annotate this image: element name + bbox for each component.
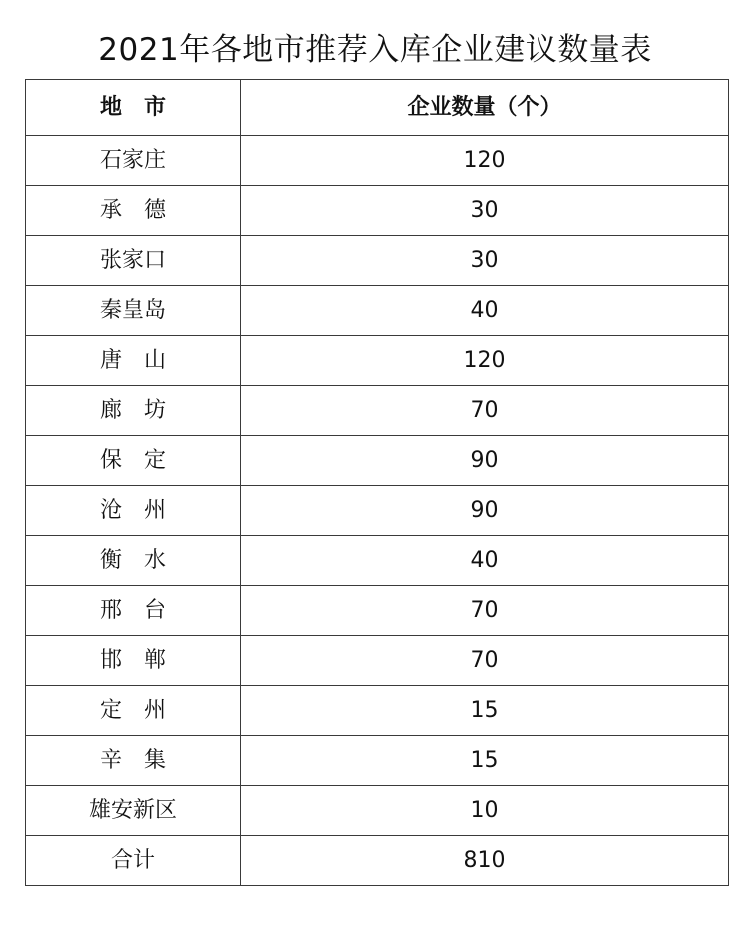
city-cell: 雄安新区 bbox=[26, 786, 241, 836]
city-cell: 定 州 bbox=[26, 686, 241, 736]
count-cell: 40 bbox=[241, 536, 729, 586]
count-cell: 90 bbox=[241, 436, 729, 486]
table-row bbox=[26, 436, 729, 486]
table-row bbox=[26, 586, 729, 636]
table-row bbox=[26, 386, 729, 436]
count-cell: 70 bbox=[241, 636, 729, 686]
count-cell: 15 bbox=[241, 736, 729, 786]
city-cell: 邢 台 bbox=[26, 586, 241, 636]
count-cell: 10 bbox=[241, 786, 729, 836]
city-cell: 邯 郸 bbox=[26, 636, 241, 686]
table-row bbox=[26, 686, 729, 736]
city-cell: 衡 水 bbox=[26, 536, 241, 586]
count-cell: 15 bbox=[241, 686, 729, 736]
count-cell: 120 bbox=[241, 336, 729, 386]
city-cell: 承 德 bbox=[26, 186, 241, 236]
city-cell: 石家庄 bbox=[26, 136, 241, 186]
count-cell: 30 bbox=[241, 236, 729, 286]
city-cell: 廊 坊 bbox=[26, 386, 241, 436]
city-cell: 辛 集 bbox=[26, 736, 241, 786]
count-cell: 70 bbox=[241, 386, 729, 436]
count-cell: 70 bbox=[241, 586, 729, 636]
column-header-count: 企业数量（个） bbox=[241, 80, 729, 136]
table-row bbox=[26, 786, 729, 836]
count-cell: 90 bbox=[241, 486, 729, 536]
total-count-cell: 810 bbox=[241, 836, 729, 886]
table-row bbox=[26, 636, 729, 686]
table-row bbox=[26, 536, 729, 586]
enterprise-quota-table bbox=[25, 79, 729, 886]
total-row bbox=[26, 836, 729, 886]
table-row bbox=[26, 236, 729, 286]
table-row bbox=[26, 336, 729, 386]
column-header-city: 地 市 bbox=[26, 80, 241, 136]
table-row bbox=[26, 486, 729, 536]
city-cell: 唐 山 bbox=[26, 336, 241, 386]
page-title: 2021年各地市推荐入库企业建议数量表 bbox=[98, 32, 652, 68]
count-cell: 120 bbox=[241, 136, 729, 186]
table-row bbox=[26, 186, 729, 236]
count-cell: 30 bbox=[241, 186, 729, 236]
total-label-cell: 合计 bbox=[26, 836, 241, 886]
table-header-row bbox=[26, 80, 729, 136]
city-cell: 保 定 bbox=[26, 436, 241, 486]
table-row bbox=[26, 136, 729, 186]
city-cell: 张家口 bbox=[26, 236, 241, 286]
city-cell: 秦皇岛 bbox=[26, 286, 241, 336]
count-cell: 40 bbox=[241, 286, 729, 336]
table-row bbox=[26, 286, 729, 336]
city-cell: 沧 州 bbox=[26, 486, 241, 536]
table-row bbox=[26, 736, 729, 786]
